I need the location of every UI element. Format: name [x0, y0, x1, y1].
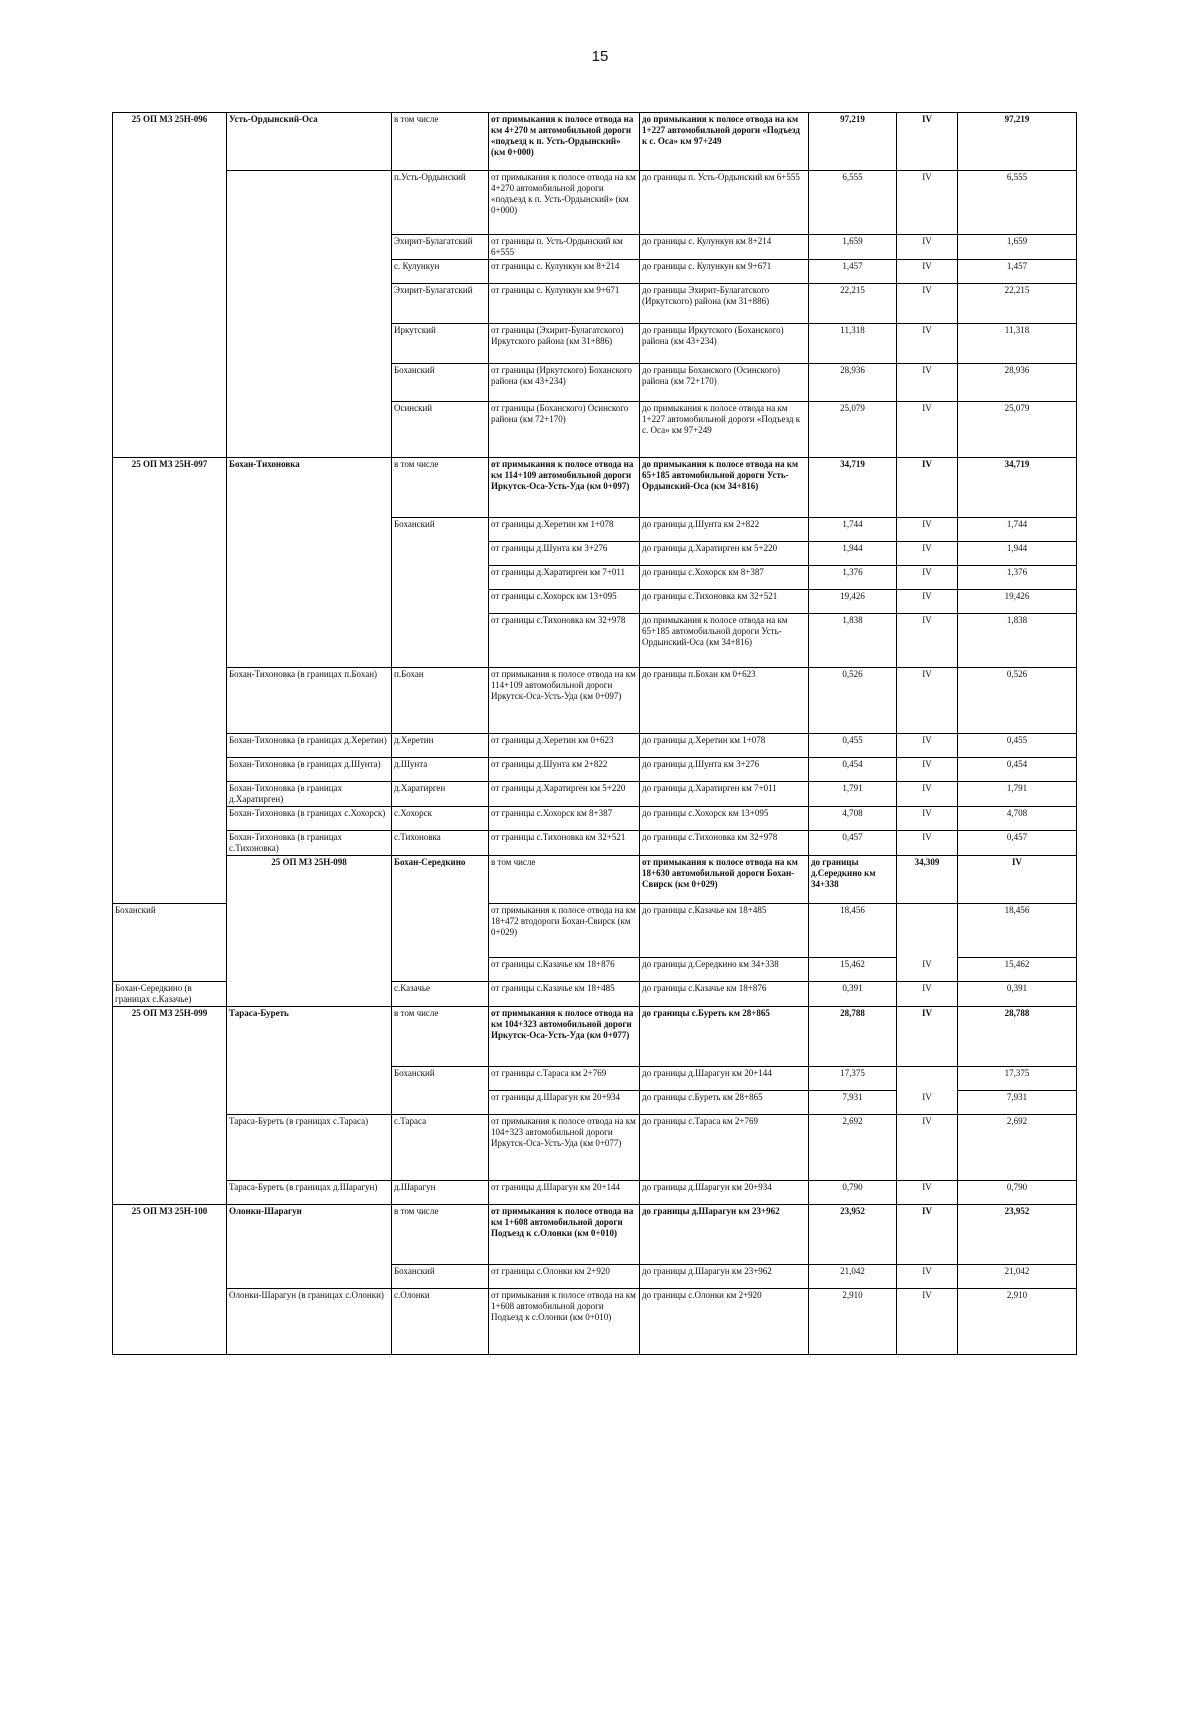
location-cell: Боханский	[392, 1265, 489, 1289]
table-row	[113, 1181, 1077, 1205]
segment-start-cell: от примыкания к полосе отвода на км 18+630 автомобильной дороги Бохан-Свирск (км 0+029)	[640, 856, 809, 904]
category-cell: IV	[897, 831, 958, 856]
total-length-cell: 97,219	[958, 113, 1077, 171]
length-cell: 34,309	[897, 856, 958, 904]
segment-start-cell: от примыкания к полосе отвода на км 18+472 втодороги Бохан-Свирск (км 0+029)	[489, 904, 640, 958]
road-name-cell	[227, 171, 392, 458]
location-cell: д.Харатирген	[392, 782, 489, 807]
table-row	[113, 113, 1077, 171]
category-cell	[897, 1067, 958, 1091]
segment-start-cell: от границы с.Тихоновка км 32+978	[489, 614, 640, 668]
length-cell: 1,744	[809, 518, 897, 542]
segment-end-cell: до границы с.Тихоновка км 32+521	[640, 590, 809, 614]
category-cell: IV	[897, 1205, 958, 1265]
segment-end-cell: до границы д.Херетин км 1+078	[640, 734, 809, 758]
total-length-cell: 1,659	[958, 235, 1077, 260]
table-row	[113, 807, 1077, 831]
length-cell: 17,375	[809, 1067, 897, 1091]
segment-start-cell: от границы (Боханского) Осинского района (км 72+170)	[489, 402, 640, 458]
segment-end-cell: до границы д.Шарагун км 20+934	[640, 1181, 809, 1205]
category-cell: IV	[897, 324, 958, 364]
total-length-cell: 4,708	[958, 807, 1077, 831]
total-length-cell: 21,042	[958, 1265, 1077, 1289]
location-cell: п.Бохан	[392, 668, 489, 734]
total-length-cell: 22,215	[958, 284, 1077, 324]
length-cell: 1,944	[809, 542, 897, 566]
table-row	[113, 1007, 1077, 1067]
segment-end-cell: до границы д.Шарагун км 23+962	[640, 1265, 809, 1289]
length-cell: 6,555	[809, 171, 897, 235]
location-cell: Боханский	[392, 518, 489, 668]
segment-start-cell: от границы д.Херетин км 1+078	[489, 518, 640, 542]
length-cell: 0,391	[809, 982, 897, 1007]
segment-start-cell: от границы п. Усть-Ордынский км 6+555	[489, 235, 640, 260]
location-cell: с.Казачье	[392, 982, 489, 1007]
category-cell	[897, 904, 958, 958]
location-cell: п.Усть-Ордынский	[392, 171, 489, 235]
category-cell: IV	[897, 260, 958, 284]
segment-end-cell: до границы д.Шунта км 3+276	[640, 758, 809, 782]
segment-start-cell: от границы д.Шунта км 3+276	[489, 542, 640, 566]
location-cell: с.Тараса	[392, 1115, 489, 1181]
length-cell: 97,219	[809, 113, 897, 171]
length-cell: 25,079	[809, 402, 897, 458]
table-row	[113, 1115, 1077, 1181]
category-cell: IV	[897, 807, 958, 831]
total-length-cell: 17,375	[958, 1067, 1077, 1091]
length-cell: 22,215	[809, 284, 897, 324]
length-cell: 0,454	[809, 758, 897, 782]
location-cell: в том числе	[392, 113, 489, 171]
length-cell: 0,790	[809, 1181, 897, 1205]
length-cell: 1,457	[809, 260, 897, 284]
total-length-cell: 7,931	[958, 1091, 1077, 1115]
segment-start-cell: от границы с.Хохорск км 13+095	[489, 590, 640, 614]
segment-start-cell: от примыкания к полосе отвода на км 114+109 автомобильной дороги Иркутск-Оса-Усть-Уда (км 0+097)	[489, 458, 640, 518]
table-row	[113, 831, 1077, 856]
location-cell: д.Шарагун	[392, 1181, 489, 1205]
segment-end-cell: до границы д.Харатирген км 5+220	[640, 542, 809, 566]
segment-start-cell: от примыкания к полосе отвода на км 4+270 автомобильной дороги «подъезд к п. Усть-Ордынский» (км 0+000)	[489, 171, 640, 235]
road-id-cell: 25 ОП МЗ 25Н-098	[227, 856, 392, 1007]
location-cell: в том числе	[392, 1007, 489, 1067]
category-cell: IV	[897, 782, 958, 807]
category-cell: IV	[897, 614, 958, 668]
segment-start-cell: от примыкания к полосе отвода на км 104+323 автомобильной дороги Иркутск-Оса-Усть-Уда (км 0+077)	[489, 1115, 640, 1181]
category-cell: IV	[897, 171, 958, 235]
segment-end-cell: до границы д.Шунта км 2+822	[640, 518, 809, 542]
length-cell: 28,788	[809, 1007, 897, 1067]
segment-start-cell: от границы с. Кулункун км 9+671	[489, 284, 640, 324]
category-cell: IV	[897, 1181, 958, 1205]
length-cell: 34,719	[809, 458, 897, 518]
category-cell: IV	[897, 518, 958, 542]
segment-end-cell: до границы д.Середкино км 34+338	[640, 958, 809, 982]
total-length-cell: 1,457	[958, 260, 1077, 284]
length-cell: 2,910	[809, 1289, 897, 1355]
road-name-cell: Бохан-Тихоновка	[227, 458, 392, 668]
total-length-cell: 1,838	[958, 614, 1077, 668]
segment-end-cell: до границы д.Шарагун км 23+962	[640, 1205, 809, 1265]
category-cell: IV	[958, 856, 1077, 904]
length-cell: 15,462	[809, 958, 897, 982]
category-cell: IV	[897, 1091, 958, 1115]
category-cell: IV	[897, 113, 958, 171]
table-row	[113, 458, 1077, 518]
segment-start-cell: от границы с. Кулункун км 8+214	[489, 260, 640, 284]
location-cell: в том числе	[489, 856, 640, 904]
segment-end-cell: до границы Иркутского (Боханского) района (км 43+234)	[640, 324, 809, 364]
segment-end-cell: до примыкания к полосе отвода на км 65+185 автомобильной дороги Усть-Ордынский-Оса (км 34+816)	[640, 614, 809, 668]
segment-end-cell: до границы с. Кулункун км 8+214	[640, 235, 809, 260]
total-length-cell: 25,079	[958, 402, 1077, 458]
table-row	[113, 1289, 1077, 1355]
segment-start-cell: от границы д.Харатирген км 5+220	[489, 782, 640, 807]
segment-start-cell: от примыкания к полосе отвода на км 1+608 автомобильной дороги Подъезд к с.Олонки (км 0+010)	[489, 1289, 640, 1355]
road-name-cell: Олонки-Шарагун (в границах с.Олонки)	[227, 1289, 392, 1355]
category-cell: IV	[897, 734, 958, 758]
segment-start-cell: от границы с.Олонки км 2+920	[489, 1265, 640, 1289]
category-cell: IV	[897, 284, 958, 324]
segment-end-cell: до границы с.Казачье км 18+876	[640, 982, 809, 1007]
segment-end-cell: до границы п.Бохан км 0+623	[640, 668, 809, 734]
segment-start-cell: от границы д.Шарагун км 20+934	[489, 1091, 640, 1115]
total-length-cell: 15,462	[958, 958, 1077, 982]
table-row	[113, 856, 1077, 904]
road-name-cell: Олонки-Шарагун	[227, 1205, 392, 1289]
category-cell: IV	[897, 542, 958, 566]
location-cell: д.Херетин	[392, 734, 489, 758]
location-cell: Иркутский	[392, 324, 489, 364]
length-cell: 21,042	[809, 1265, 897, 1289]
total-length-cell: 2,692	[958, 1115, 1077, 1181]
total-length-cell: 11,318	[958, 324, 1077, 364]
length-cell: 1,838	[809, 614, 897, 668]
category-cell: IV	[897, 458, 958, 518]
total-length-cell: 28,788	[958, 1007, 1077, 1067]
segment-start-cell: от границы (Эхирит-Булагатского) Иркутского района (км 31+886)	[489, 324, 640, 364]
category-cell: IV	[897, 758, 958, 782]
roads-table	[112, 112, 1077, 1355]
total-length-cell: 0,457	[958, 831, 1077, 856]
length-cell: 2,692	[809, 1115, 897, 1181]
category-cell: IV	[897, 590, 958, 614]
total-length-cell: 23,952	[958, 1205, 1077, 1265]
location-cell: в том числе	[392, 458, 489, 518]
category-cell: IV	[897, 402, 958, 458]
total-length-cell: 28,936	[958, 364, 1077, 402]
segment-end-cell: до границы с.Олонки км 2+920	[640, 1289, 809, 1355]
segment-start-cell: от границы (Иркутского) Боханского района (км 43+234)	[489, 364, 640, 402]
location-cell: Боханский	[113, 904, 227, 982]
total-length-cell: 2,910	[958, 1289, 1077, 1355]
road-name-cell: Усть-Ордынский-Оса	[227, 113, 392, 171]
total-length-cell: 0,391	[958, 982, 1077, 1007]
total-length-cell: 1,944	[958, 542, 1077, 566]
road-name-cell: Бохан-Середкино (в границах с.Казачье)	[113, 982, 227, 1007]
total-length-cell: 1,744	[958, 518, 1077, 542]
road-id-cell: 25 ОП МЗ 25Н-097	[113, 458, 227, 904]
length-cell: 4,708	[809, 807, 897, 831]
total-length-cell: 19,426	[958, 590, 1077, 614]
segment-end-cell: до примыкания к полосе отвода на км 1+227 автомобильной дороги «Подъезд к с. Оса» км 97+249	[640, 113, 809, 171]
length-cell: 19,426	[809, 590, 897, 614]
segment-end-cell: до примыкания к полосе отвода на км 65+185 автомобильной дороги Усть-Ордынский-Оса (км 34+816)	[640, 458, 809, 518]
segment-end-cell: до границы с.Тараса км 2+769	[640, 1115, 809, 1181]
length-cell: 18,456	[809, 904, 897, 958]
segment-start-cell: от границы д.Херетин км 0+623	[489, 734, 640, 758]
total-length-cell: 18,456	[958, 904, 1077, 958]
length-cell: 0,457	[809, 831, 897, 856]
category-cell: IV	[897, 235, 958, 260]
road-name-cell: Бохан-Тихоновка (в границах с.Хохорск)	[227, 807, 392, 831]
location-cell: в том числе	[392, 1205, 489, 1265]
segment-end-cell: до границы с.Буреть км 28+865	[640, 1091, 809, 1115]
road-id-cell: 25 ОП МЗ 25Н-100	[113, 1205, 227, 1355]
segment-end-cell: до границы с.Хохорск км 8+387	[640, 566, 809, 590]
road-name-cell: Бохан-Середкино	[392, 856, 489, 982]
table-row	[113, 1205, 1077, 1265]
road-name-cell: Бохан-Тихоновка (в границах д.Шунта)	[227, 758, 392, 782]
category-cell: IV	[897, 1115, 958, 1181]
segment-start-cell: от границы д.Шарагун км 20+144	[489, 1181, 640, 1205]
length-cell: 1,791	[809, 782, 897, 807]
segment-end-cell: до границы д.Харатирген км 7+011	[640, 782, 809, 807]
page-number: 15	[591, 48, 609, 65]
length-cell: 0,455	[809, 734, 897, 758]
length-cell: 7,931	[809, 1091, 897, 1115]
road-name-cell: Бохан-Тихоновка (в границах д.Херетин)	[227, 734, 392, 758]
location-cell: с.Олонки	[392, 1289, 489, 1355]
segment-start-cell: от примыкания к полосе отвода на км 1+608 автомобильной дороги Подъезд к с.Олонки (км 0+010)	[489, 1205, 640, 1265]
location-cell: Эхирит-Булагатский	[392, 284, 489, 324]
road-id-cell: 25 ОП МЗ 25Н-099	[113, 1007, 227, 1205]
table-row	[113, 171, 1077, 235]
segment-end-cell: до границы с.Буреть км 28+865	[640, 1007, 809, 1067]
total-length-cell: 0,455	[958, 734, 1077, 758]
category-cell: IV	[897, 566, 958, 590]
total-length-cell: 0,454	[958, 758, 1077, 782]
road-name-cell: Бохан-Тихоновка (в границах д.Харатирген)	[227, 782, 392, 807]
table-row	[113, 668, 1077, 734]
location-cell: Боханский	[392, 364, 489, 402]
table-row	[113, 758, 1077, 782]
location-cell: с. Кулункун	[392, 260, 489, 284]
table-row	[113, 734, 1077, 758]
segment-end-cell: до границы с.Казачье км 18+485	[640, 904, 809, 958]
category-cell: IV	[897, 958, 958, 982]
segment-end-cell: до границы с.Хохорск км 13+095	[640, 807, 809, 831]
category-cell: IV	[897, 364, 958, 402]
location-cell: Эхирит-Булагатский	[392, 235, 489, 260]
road-name-cell: Тараса-Буреть (в границах с.Тараса)	[227, 1115, 392, 1181]
location-cell: с.Хохорск	[392, 807, 489, 831]
road-name-cell: Бохан-Тихоновка (в границах п.Бохан)	[227, 668, 392, 734]
category-cell: IV	[897, 1007, 958, 1067]
segment-end-cell: до границы Эхирит-Булагатского (Иркутского) района (км 31+886)	[640, 284, 809, 324]
segment-start-cell: от границы с.Казачье км 18+876	[489, 958, 640, 982]
segment-start-cell: от примыкания к полосе отвода на км 4+270 м автомобильной дороги «подъезд к п. Усть-Ордынский» (км 0+000)	[489, 113, 640, 171]
category-cell: IV	[897, 668, 958, 734]
segment-start-cell: от границы с.Казачье км 18+485	[489, 982, 640, 1007]
segment-start-cell: от границы с.Тараса км 2+769	[489, 1067, 640, 1091]
length-cell: 1,659	[809, 235, 897, 260]
segment-start-cell: от примыкания к полосе отвода на км 114+109 автомобильной дороги Иркутск-Оса-Усть-Уда (км 0+097)	[489, 668, 640, 734]
category-cell: IV	[897, 1289, 958, 1355]
category-cell: IV	[897, 1265, 958, 1289]
segment-end-cell: до границы п. Усть-Ордынский км 6+555	[640, 171, 809, 235]
road-name-cell: Бохан-Тихоновка (в границах с.Тихоновка)	[227, 831, 392, 856]
length-cell: 11,318	[809, 324, 897, 364]
segment-start-cell: от границы д.Харатирген км 7+011	[489, 566, 640, 590]
length-cell: 28,936	[809, 364, 897, 402]
segment-start-cell: от границы с.Хохорск км 8+387	[489, 807, 640, 831]
total-length-cell: 1,791	[958, 782, 1077, 807]
length-cell: 23,952	[809, 1205, 897, 1265]
length-cell: 0,526	[809, 668, 897, 734]
segment-end-cell: до границы с. Кулункун км 9+671	[640, 260, 809, 284]
segment-end-cell: до границы с.Тихоновка км 32+978	[640, 831, 809, 856]
total-length-cell: 0,790	[958, 1181, 1077, 1205]
road-name-cell: Тараса-Буреть	[227, 1007, 392, 1115]
table-row	[113, 782, 1077, 807]
road-id-cell: 25 ОП МЗ 25Н-096	[113, 113, 227, 458]
segment-start-cell: от примыкания к полосе отвода на км 104+323 автомобильной дороги Иркутск-Оса-Усть-Уда (км 0+077)	[489, 1007, 640, 1067]
total-length-cell: 0,526	[958, 668, 1077, 734]
location-cell: д.Шунта	[392, 758, 489, 782]
segment-end-cell: до границы Боханского (Осинского) района (км 72+170)	[640, 364, 809, 402]
category-cell: IV	[897, 982, 958, 1007]
total-length-cell: 34,719	[958, 458, 1077, 518]
location-cell: Боханский	[392, 1067, 489, 1115]
segment-end-cell: до границы д.Шарагун км 20+144	[640, 1067, 809, 1091]
total-length-cell: 6,555	[958, 171, 1077, 235]
total-length-cell: 1,376	[958, 566, 1077, 590]
road-name-cell: Тараса-Буреть (в границах д.Шарагун)	[227, 1181, 392, 1205]
length-cell: 1,376	[809, 566, 897, 590]
segment-start-cell: от границы с.Тихоновка км 32+521	[489, 831, 640, 856]
segment-end-cell: до примыкания к полосе отвода на км 1+227 автомобильной дороги «Подъезд к с. Оса» км 97+249	[640, 402, 809, 458]
location-cell: с.Тихоновка	[392, 831, 489, 856]
segment-start-cell: от границы д.Шунта км 2+822	[489, 758, 640, 782]
location-cell: Осинский	[392, 402, 489, 458]
segment-end-cell: до границы д.Середкино км 34+338	[809, 856, 897, 904]
